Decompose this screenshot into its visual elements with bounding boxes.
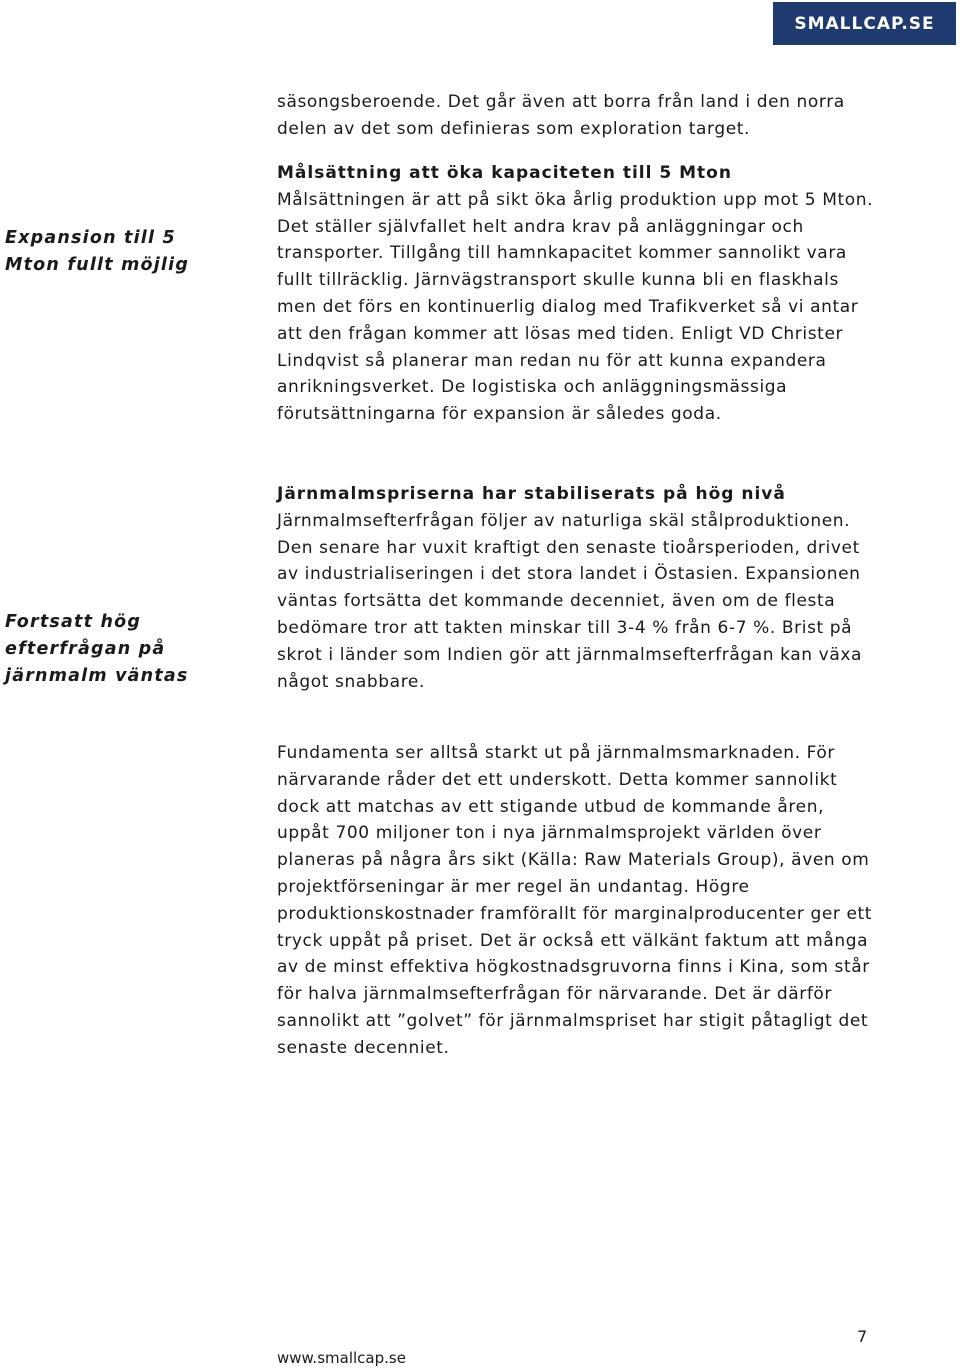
section-body-fundamentals: Fundamenta ser alltså starkt ut på järnmalmsmarknaden. För närvarande råder det ett underskott. Detta kommer sannolikt dock att matchas av ett stigande utbud de kommande åren, uppåt 700 miljoner ton i nya järnmalmsprojekt världen över planeras på några års sikt (Källa: Raw Materials Group), även om projektförseningar är mer regel än undantag. Högre produktionskostnader framförallt för marginalproducenter ger ett tryck uppåt på priset. Det är också ett välkänt faktum att många av de minst effektiva högkostnadsgruvorna finns i Kina, som står för halva järnmalmsefterfrågan för närvarande. Det är därför sannolikt att ”golvet” för järnmalmspriset har stigit påtagligt det senaste decenniet. <box>277 743 873 1058</box>
section-capacity <box>277 160 877 428</box>
section-heading-iron-prices: Järnmalmspriserna har stabiliserats på hög nivå <box>277 484 786 504</box>
smallcap-logo <box>773 2 956 45</box>
section-heading-capacity: Målsättning att öka kapaciteten till 5 Mton <box>277 163 732 183</box>
page-number: 7 <box>857 1327 868 1346</box>
section-fundamentals <box>277 740 877 1062</box>
section-body-capacity: Målsättningen är att på sikt öka årlig produktion upp mot 5 Mton. Det ställer självfallet helt andra krav på anläggningar och transporter. Tillgång till hamnkapacitet kommer sannolikt vara fullt tillräcklig. Järnvägstransport skulle kunna bli en flaskhals men det förs en kontinuerlig dialog med Trafikverket så vi antar att den frågan kommer att lösas med tiden. Enligt VD Christer Lindqvist så planerar man redan nu för att kunna expandera anrikningsverket. De logistiska och anläggningsmässiga förutsättningarna för expansion är således goda. <box>277 189 874 425</box>
section-body-iron-prices: Järnmalmsefterfrågan följer av naturliga skäl stålproduktionen. Den senare har vuxit kraftigt den senaste tioårsperioden, drivet av industrialiseringen i det stora landet i Östasien. Expansionen väntas fortsätta det kommande decenniet, även om de flesta bedömare tror att takten minskar till 3-4 % från 6-7 %. Brist på skrot i länder som Indien gör att järnmalmsefterfrågan kan växa något snabbare. <box>277 510 863 692</box>
section-iron-prices <box>277 481 877 695</box>
footer-url[interactable]: www.smallcap.se <box>277 1349 406 1367</box>
intro-text: säsongsberoende. Det går även att borra från land i den norra delen av det som definieras som exploration target. <box>277 92 845 139</box>
side-label-expansion: Expansion till 5 Mton fullt möjlig <box>5 228 190 275</box>
intro-paragraph <box>277 89 877 143</box>
logo-text: SMALLCAP.SE <box>794 13 935 34</box>
side-label-demand: Fortsatt hög efterfrågan på järnmalm väntas <box>5 612 189 686</box>
